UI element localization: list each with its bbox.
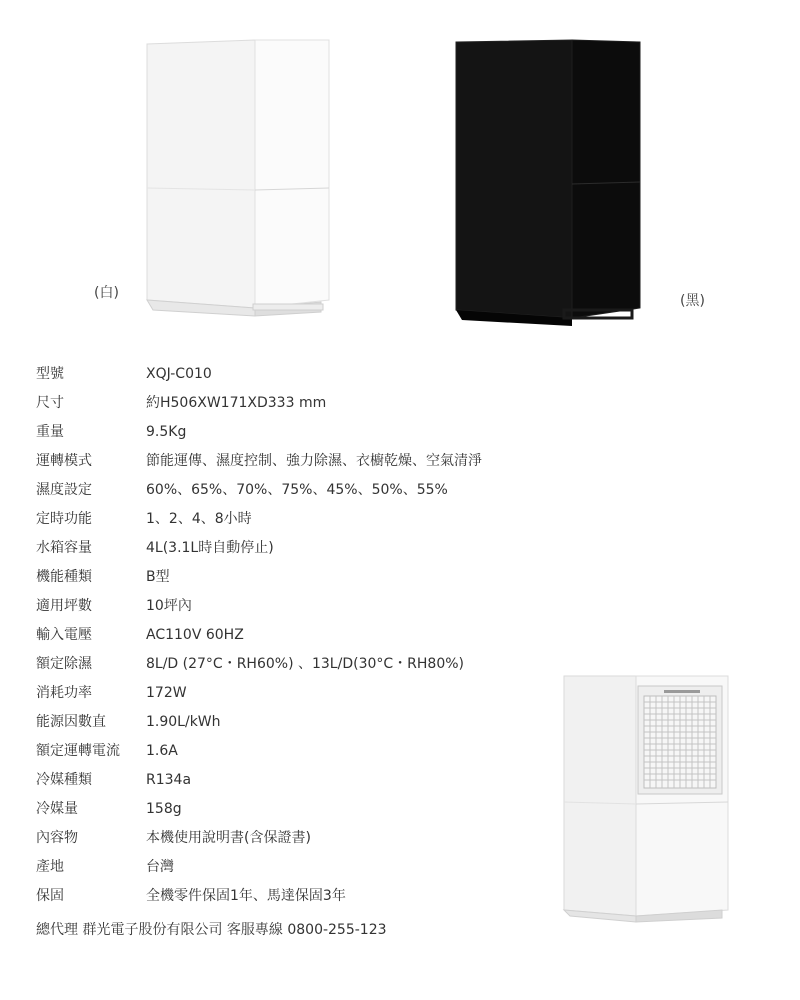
spec-label: 額定除濕 xyxy=(36,656,92,672)
spec-label: 冷媒種類 xyxy=(36,772,92,788)
spec-value: 8L/D (27°C・RH60%) 、13L/D(30°C・RH80%) xyxy=(146,656,464,672)
spec-label: 重量 xyxy=(36,424,64,440)
spec-value: R134a xyxy=(146,772,192,788)
spec-value: B型 xyxy=(146,569,170,585)
spec-label: 保固 xyxy=(36,888,64,904)
black-caption: (黑) xyxy=(680,293,705,309)
spec-label: 冷媒量 xyxy=(36,801,78,817)
spec-value: 1.90L/kWh xyxy=(146,714,221,730)
spec-label: 產地 xyxy=(36,859,64,875)
spec-value: 1、2、4、8小時 xyxy=(146,511,252,527)
spec-value: AC110V 60HZ xyxy=(146,627,244,643)
spec-value: 本機使用說明書(含保證書) xyxy=(146,830,311,846)
spec-label: 額定運轉電流 xyxy=(36,743,120,759)
spec-label: 適用坪數 xyxy=(36,598,92,614)
spec-value: 4L(3.1L時自動停止) xyxy=(146,540,274,556)
spec-value: 172W xyxy=(146,685,187,701)
spec-label: 內容物 xyxy=(36,830,78,846)
distributor-footer: 總代理 群光電子股份有限公司 客服專線 0800-255-123 xyxy=(36,922,387,938)
spec-value: 9.5Kg xyxy=(146,424,187,440)
dehumidifier-back-image xyxy=(560,672,732,924)
spec-value: XQJ-C010 xyxy=(146,366,212,382)
dehumidifier-white-image xyxy=(145,38,335,320)
white-caption: (白) xyxy=(94,285,119,301)
spec-label: 輸入電壓 xyxy=(36,627,92,643)
spec-label: 型號 xyxy=(36,366,64,382)
spec-label: 尺寸 xyxy=(36,395,64,411)
spec-label: 定時功能 xyxy=(36,511,92,527)
spec-label: 消耗功率 xyxy=(36,685,92,701)
spec-label: 濕度設定 xyxy=(36,482,92,498)
spec-value: 約H506XW171XD333 mm xyxy=(146,395,327,411)
spec-value: 158g xyxy=(146,801,182,817)
spec-value: 台灣 xyxy=(146,859,174,875)
spec-label: 水箱容量 xyxy=(36,540,92,556)
spec-label: 能源因數直 xyxy=(36,714,106,730)
spec-value: 1.6A xyxy=(146,743,178,759)
spec-label: 運轉模式 xyxy=(36,453,92,469)
spec-label: 機能種類 xyxy=(36,569,92,585)
spec-value: 節能運傳、濕度控制、強力除濕、衣櫥乾燥、空氣清淨 xyxy=(146,453,482,469)
spec-value: 60%、65%、70%、75%、45%、50%、55% xyxy=(146,482,448,498)
dehumidifier-black-image xyxy=(452,38,644,328)
spec-value: 10坪內 xyxy=(146,598,192,614)
spec-value: 全機零件保固1年、馬達保固3年 xyxy=(146,888,346,904)
